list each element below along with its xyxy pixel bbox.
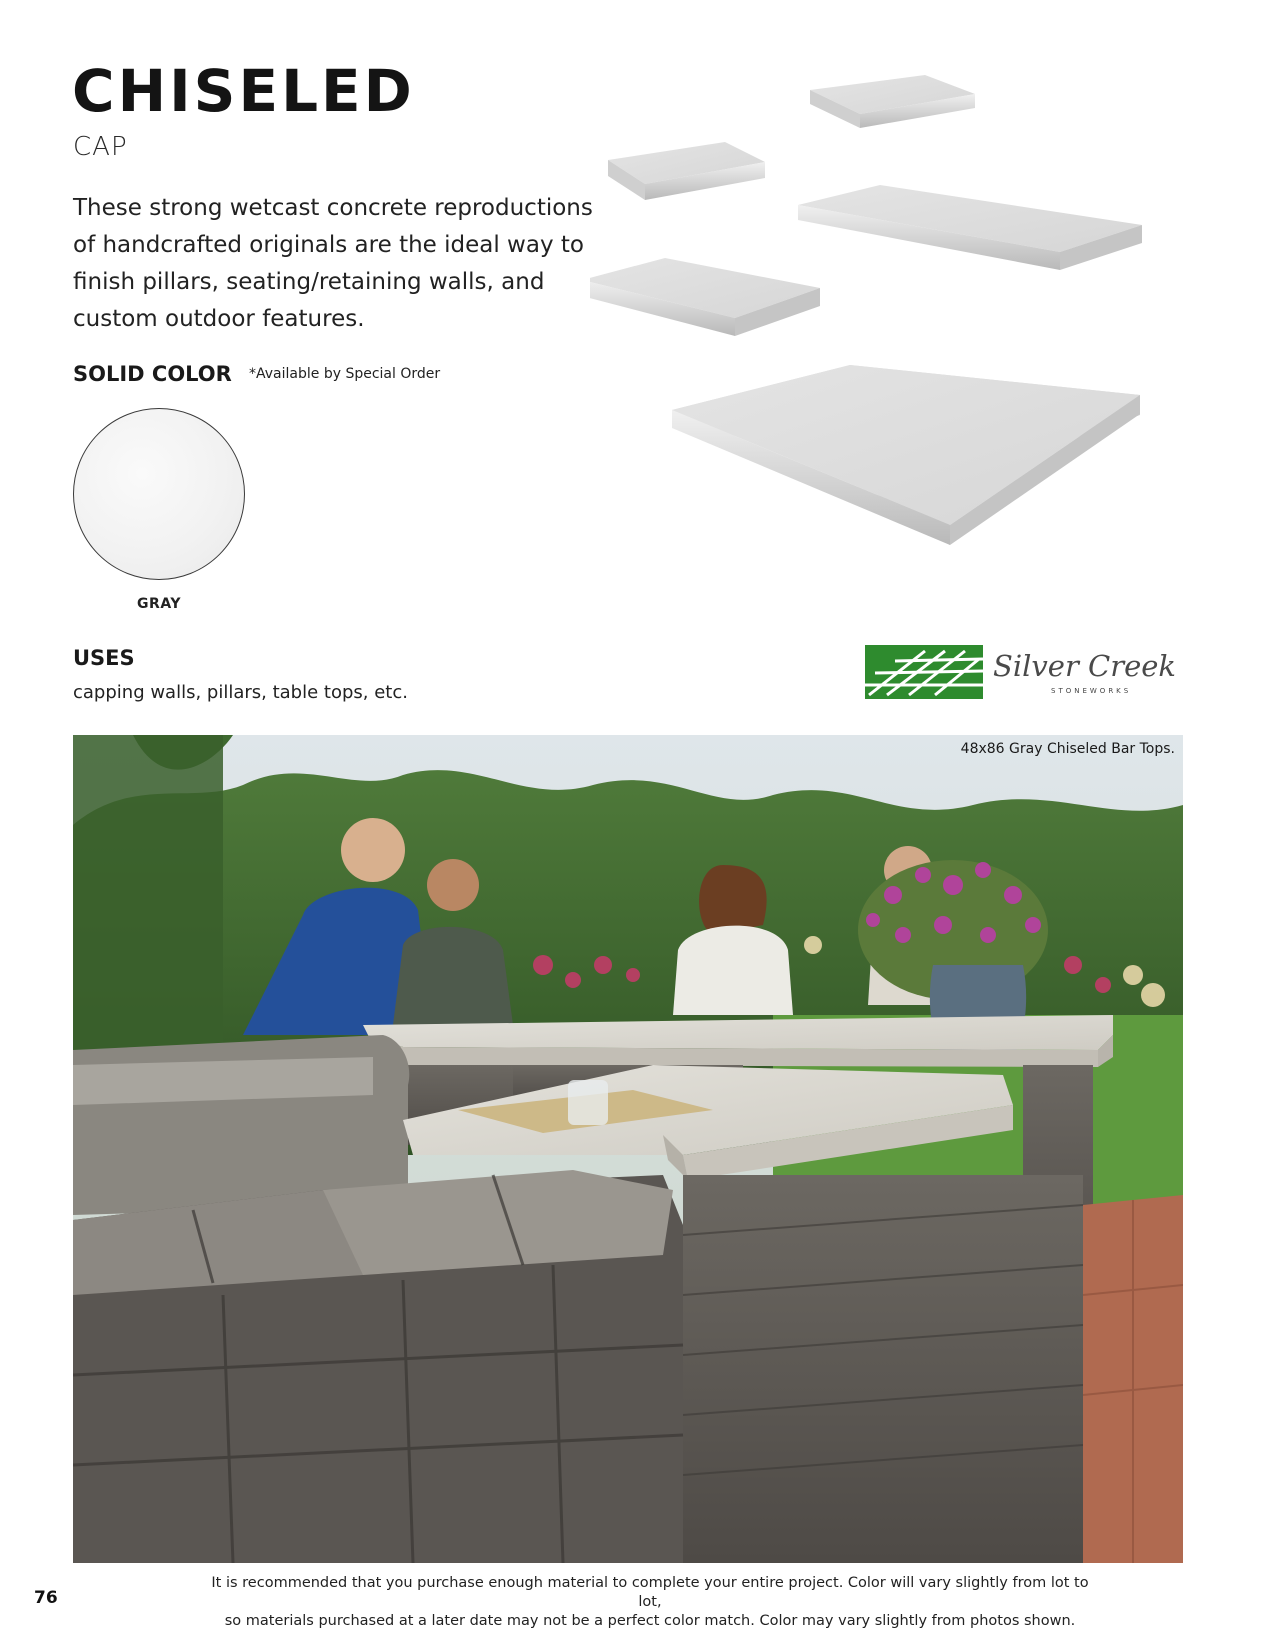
footer-line-1: It is recommended that you purchase enough material to complete your entire project. Color will vary slightly from lot to lot, (211, 1575, 1089, 1610)
product-description: These strong wetcast concrete reproductions of handcrafted originals are the ideal way to finish pillars, seating/retaining walls, and custom outdoor features. (73, 195, 593, 332)
swatch-label-gray: GRAY (137, 596, 181, 612)
solid-color-heading: SOLID COLOR (73, 362, 232, 386)
special-order-note: *Available by Special Order (249, 366, 441, 382)
gray-color-swatch[interactable] (73, 408, 245, 580)
footer-disclaimer (200, 1574, 1100, 1631)
product-subtitle: CAP (73, 132, 128, 162)
page-number: 76 (34, 1588, 58, 1608)
paver-grid-icon (865, 645, 983, 699)
cap-long-right (798, 185, 1142, 270)
uses-text: capping walls, pillars, table tops, etc. (73, 682, 408, 703)
photo-caption: 48x86 Gray Chiseled Bar Tops. (960, 741, 1175, 757)
cap-large-bottom (672, 365, 1140, 545)
product-title: CHISELED (72, 57, 415, 125)
cap-medium-left (590, 258, 820, 336)
outdoor-bar-scene-image (73, 735, 1183, 1563)
brand-name: Silver Creek (993, 649, 1176, 683)
uses-heading: USES (73, 646, 135, 670)
cap-small-top (810, 75, 975, 128)
bar-top-photo (73, 735, 1183, 1563)
cap-products-image (590, 70, 1190, 630)
cap-small-left (608, 142, 765, 200)
brand-tagline: STONEWORKS (1051, 687, 1132, 695)
silver-creek-logo (865, 645, 1185, 703)
footer-line-2: so materials purchased at a later date may not be a perfect color match. Color may vary slightly from photos shown. (224, 1613, 1076, 1629)
